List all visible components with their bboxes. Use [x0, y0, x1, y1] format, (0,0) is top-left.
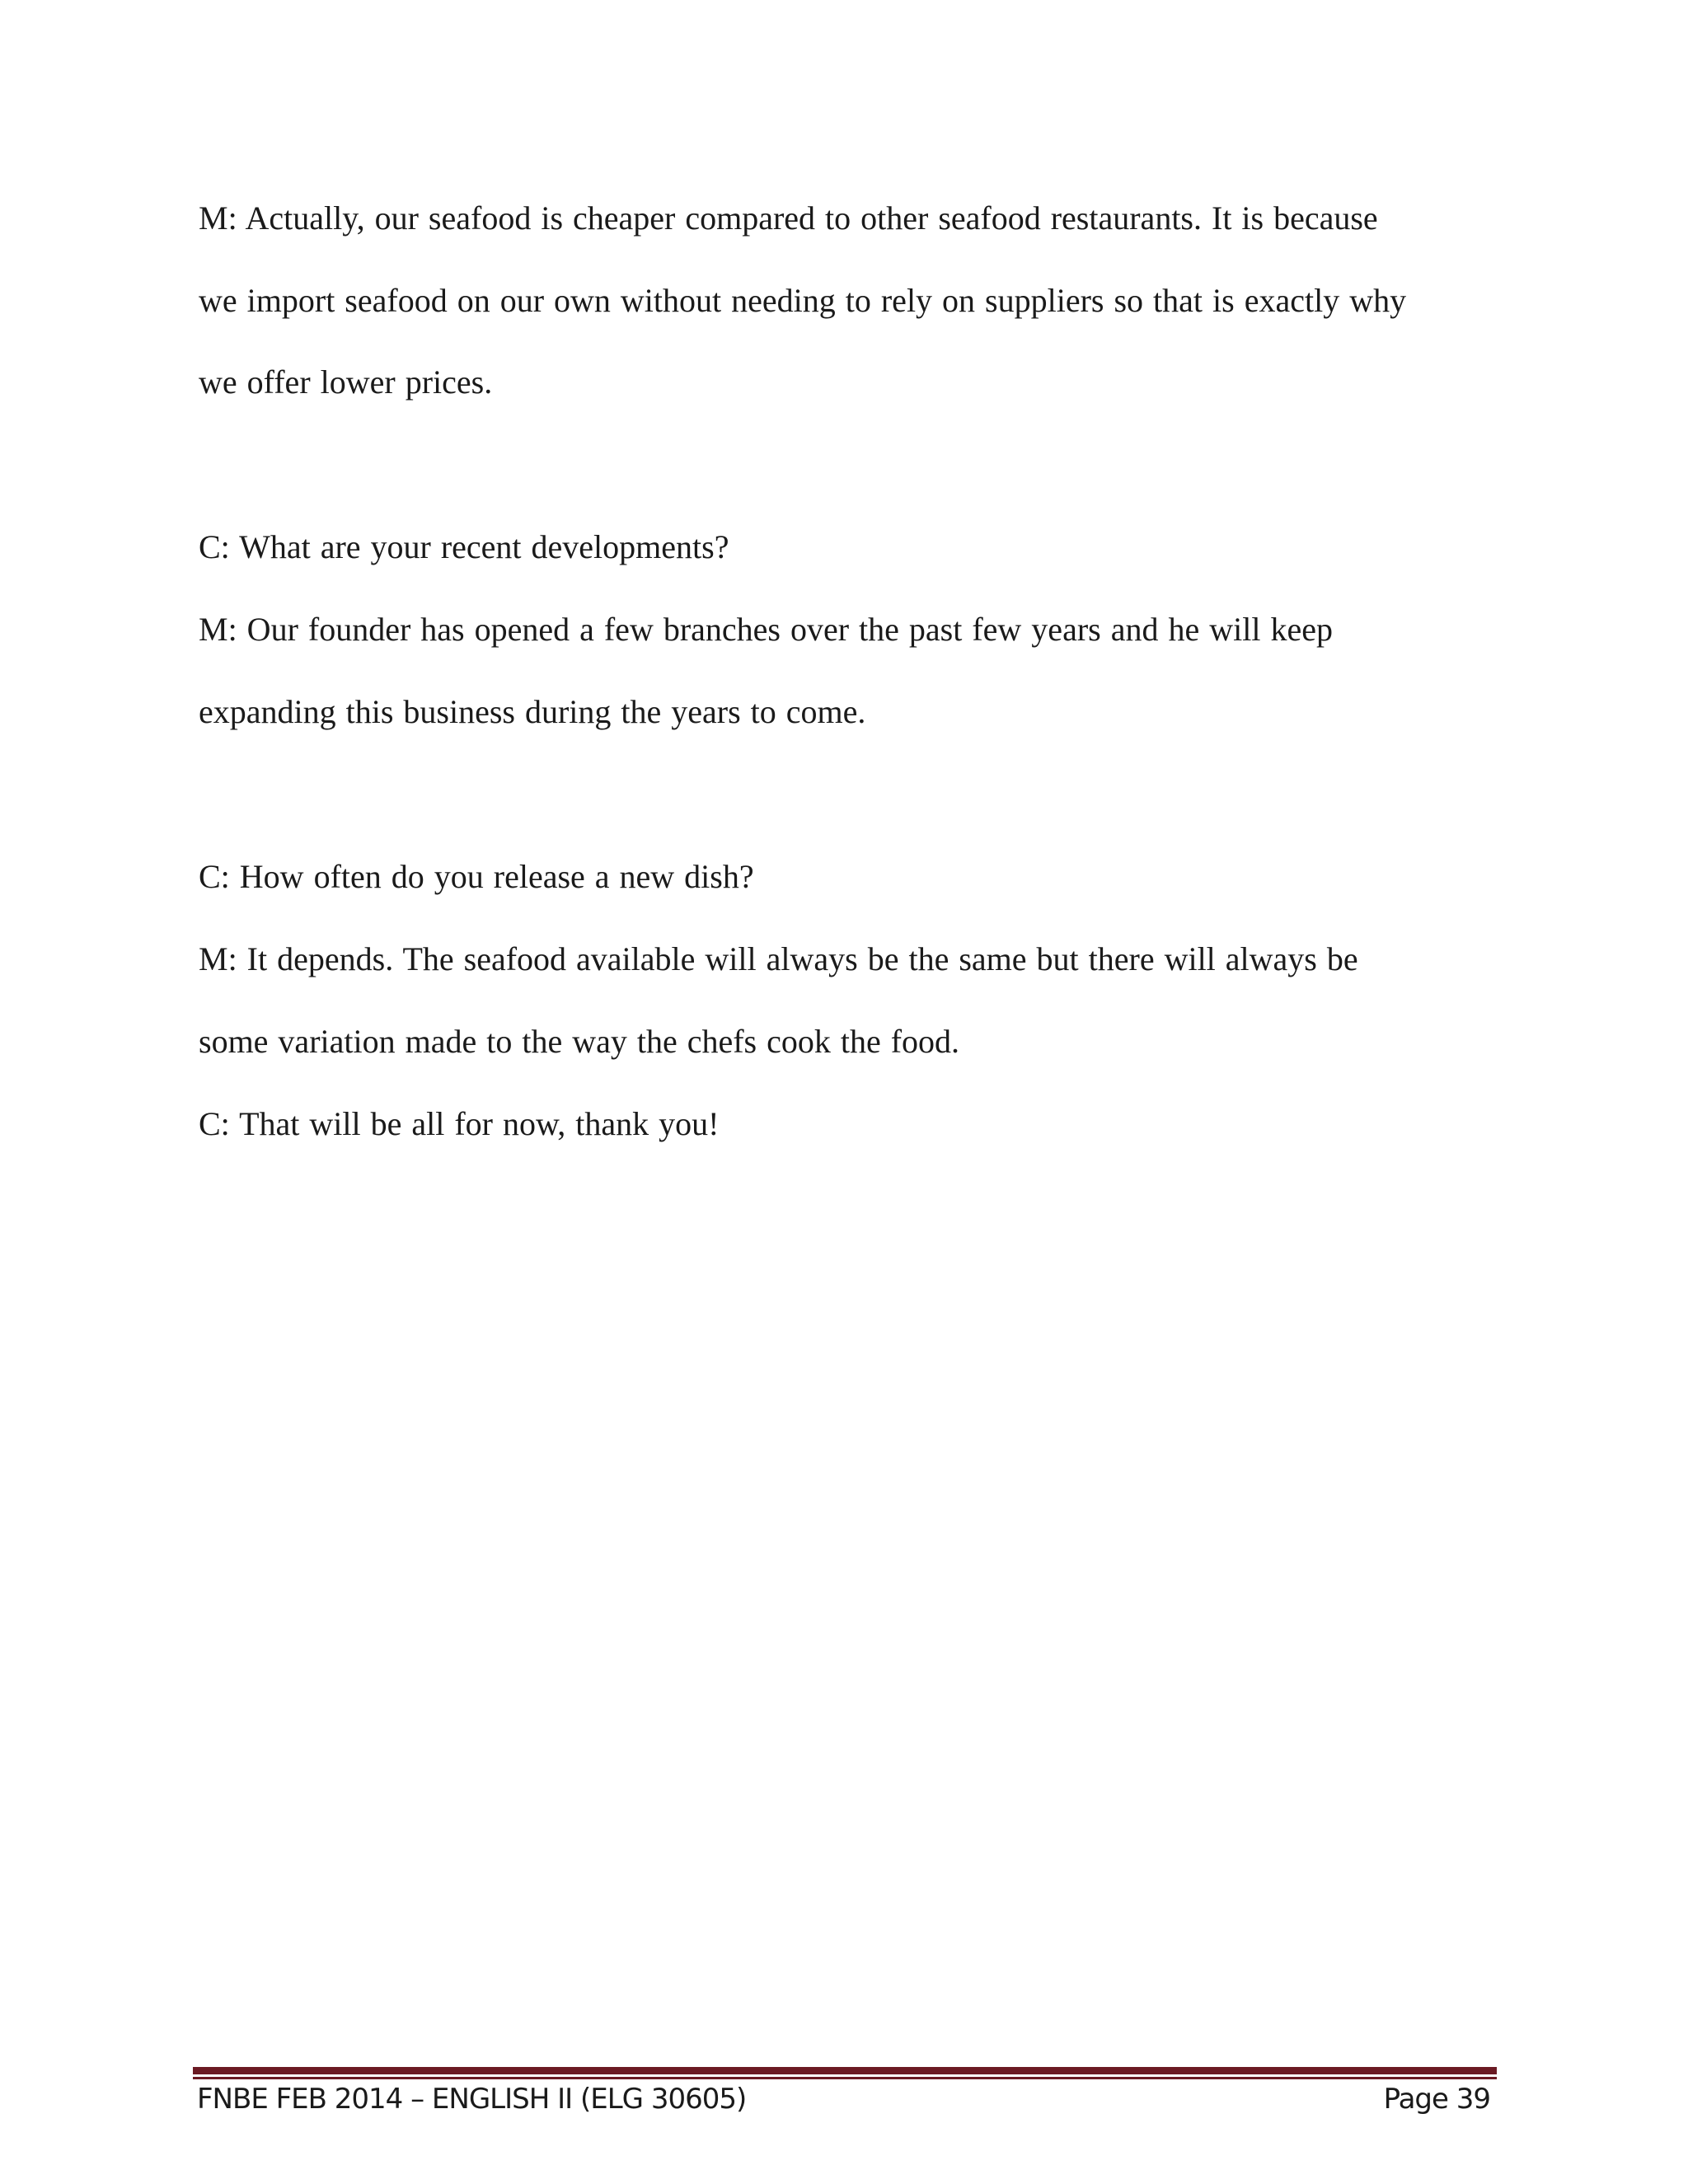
dialogue-line: we import seafood on our own without needing to rely on suppliers so that is exactly why — [199, 282, 1407, 319]
dialogue-line: expanding this business during the years to come. — [199, 693, 866, 730]
dialogue-line: some variation made to the way the chefs cook the food. — [199, 1023, 960, 1060]
footer-course-title: FNBE FEB 2014 – ENGLISH II (ELG 30605) — [197, 2083, 747, 2116]
dialogue-line: we offer lower prices. — [199, 363, 493, 401]
dialogue-line: C: How often do you release a new dish? — [199, 858, 754, 895]
dialogue-line: M: Actually, our seafood is cheaper compared to other seafood restaurants. It is because — [199, 199, 1378, 237]
dialogue-line: C: What are your recent developments? — [199, 528, 729, 565]
footer-page-number: Page 39 — [1383, 2083, 1490, 2116]
dialogue-line: M: It depends. The seafood available will always be the same but there will always be — [199, 940, 1358, 977]
footer-rule-thick — [193, 2067, 1497, 2074]
dialogue-line: C: That will be all for now, thank you! — [199, 1105, 720, 1142]
dialogue-line: M: Our founder has opened a few branches over the past few years and he will keep — [199, 611, 1333, 648]
